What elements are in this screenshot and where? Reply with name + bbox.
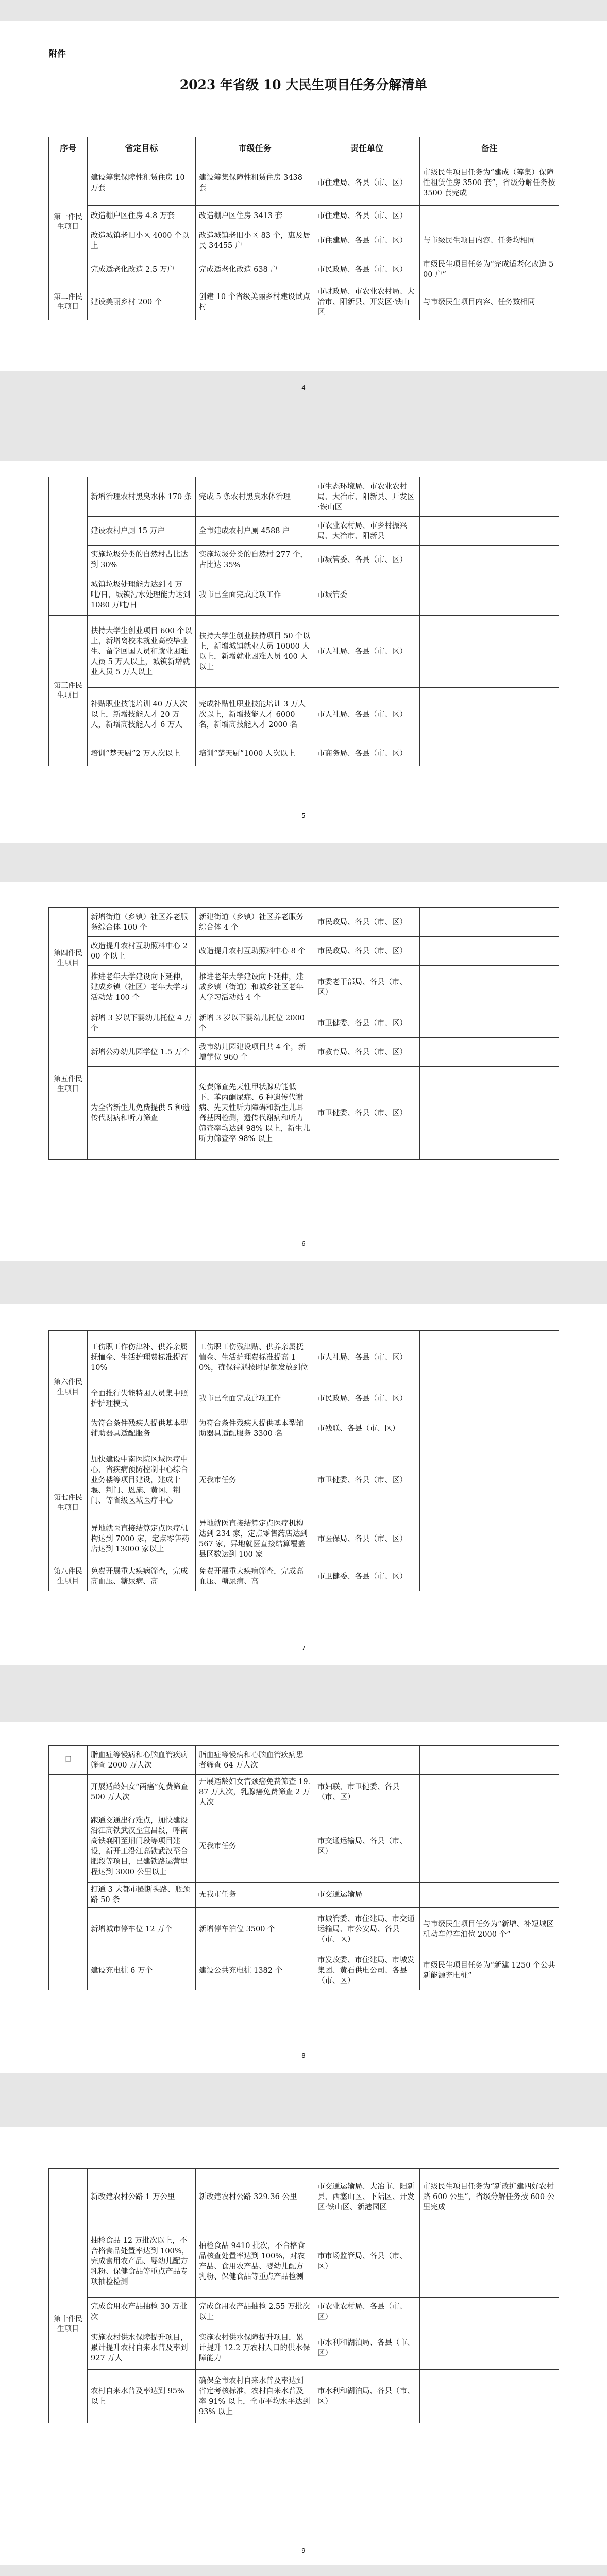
goal-cell: 为符合条件残疾人提供基本型辅助器具适配服务 — [88, 1413, 196, 1444]
note-cell — [420, 1331, 559, 1384]
unit-cell: 市城管委 — [314, 574, 420, 616]
table-row — [49, 546, 559, 574]
unit-cell: 市民政局、各县（市、区） — [314, 937, 420, 966]
unit-cell: 市市场监管局、各县（市、区） — [314, 2225, 420, 2298]
goal-cell: 新增城市停车位 12 万个 — [88, 1908, 196, 1951]
goal-cell: 城镇垃圾处理能力达到 4 万吨/日，城镇污水处理能力达到 1080 万吨/日 — [88, 574, 196, 616]
task-cell: 推进老年大学建设向下延伸，建成乡镇（街道）和城乡社区老年人学习活动站 4 个 — [196, 966, 314, 1009]
note-cell — [420, 937, 559, 966]
unit-cell: 市水利和湖泊局、各县（市、区） — [314, 2370, 420, 2423]
goal-cell: 建设农村户厕 15 万户 — [88, 517, 196, 546]
task-cell: 异地就医直接结算定点医疗机构达到 234 家，定点零售药店达到 567 家，异地就医直接结算覆盖县区数达到 100 家 — [196, 1516, 314, 1562]
unit-cell: 市农业农村局、各县（市、区） — [314, 2298, 420, 2326]
unit-cell: 市卫健委、各县（市、区） — [314, 1009, 420, 1038]
note-cell — [420, 574, 559, 616]
goal-cell: 新改建农村公路 1 万公里 — [88, 2169, 196, 2225]
unit-cell: 市卫健委、各县（市、区） — [314, 1444, 420, 1516]
note-cell — [420, 616, 559, 688]
unit-cell: 市妇联、市卫健委、各县（市、区） — [314, 1775, 420, 1810]
note-cell — [420, 1516, 559, 1562]
note-cell — [420, 1009, 559, 1038]
goal-cell: 建设筹集保障性租赁住房 10 万套 — [88, 160, 196, 206]
table-row — [49, 1775, 559, 1810]
table-row — [49, 477, 559, 517]
task-cell: 我市已全面完成此项工作 — [196, 1384, 314, 1413]
table-row — [49, 937, 559, 966]
category-cell: 目 — [49, 1746, 88, 1775]
task-cell: 免费开展重大疾病筛查，完成高血压、糖尿病、高 — [196, 1562, 314, 1591]
table-row — [49, 616, 559, 688]
goal-cell: 新增 3 岁以下婴幼儿托位 4 万个 — [88, 1009, 196, 1038]
note-cell — [420, 688, 559, 741]
task-cell: 我市已全面完成此项工作 — [196, 574, 314, 616]
note-cell: 与市级民生项目内容、任务均相同 — [420, 226, 559, 255]
task-cell: 实施农村供水保障提升项目，累计提升 12.2 万农村人口的供水保障能力 — [196, 2326, 314, 2370]
header-responsible-unit: 责任单位 — [314, 137, 420, 160]
goal-cell: 新增公办幼儿园学位 1.5 万个 — [88, 1038, 196, 1067]
task-cell: 实施垃圾分类的自然村 277 个，占比达 35% — [196, 546, 314, 574]
task-table-page-4 — [48, 1330, 559, 1591]
table-row — [49, 2370, 559, 2423]
unit-cell: 市民政局、各县（市、区） — [314, 1384, 420, 1413]
task-cell: 我市幼儿园建设项目共 4 个，新增学位 960 个 — [196, 1038, 314, 1067]
task-cell: 建设公共充电桩 1382 个 — [196, 1951, 314, 1990]
goal-cell: 开展适龄妇女“两癌”免费筛查 500 万人次 — [88, 1775, 196, 1810]
note-cell — [420, 2298, 559, 2326]
note-cell — [420, 1883, 559, 1908]
goal-cell: 培训“楚天厨”2 万人次以上 — [88, 741, 196, 766]
goal-cell: 农村自来水普及率达到 95% 以上 — [88, 2370, 196, 2423]
task-cell: 完成食用农产品抽检 2.55 万批次以上 — [196, 2298, 314, 2326]
table-row — [49, 1908, 559, 1951]
category-cell — [49, 2169, 88, 2225]
goal-cell: 免费开展重大疾病筛查，完成高血压、糖尿病、高 — [88, 1562, 196, 1591]
task-cell: 培训“楚天厨”1000 人次以上 — [196, 741, 314, 766]
goal-cell: 完成食用农产品抽检 30 万批次 — [88, 2298, 196, 2326]
table-row — [49, 1384, 559, 1413]
unit-cell: 市商务局、各县（市、区） — [314, 741, 420, 766]
category-cell: 第十件民生项目 — [49, 2225, 88, 2423]
page-number: 6 — [301, 1240, 306, 1247]
note-cell — [420, 1444, 559, 1516]
table-row — [49, 2225, 559, 2298]
task-cell: 扶持大学生创业扶持项目 50 个以上，新增城镇就业人员 10000 人以上，新增就业困难人员 400 人以上 — [196, 616, 314, 688]
goal-cell: 抽检食品 12 万批次以上，不合格食品处置率达到 100%，完成食用农产品、婴幼儿配方乳粉、保健食品等重点产品专项抽检检测 — [88, 2225, 196, 2298]
unit-cell: 市人社局、各县（市、区） — [314, 616, 420, 688]
goal-cell: 实施垃圾分类的自然村占比达到 30% — [88, 546, 196, 574]
goal-cell: 改造提升农村互助照料中心 200 个以上 — [88, 937, 196, 966]
task-cell: 抽检食品 9410 批次，不合格食品核查处置率达到 100%，对农产品、食用农产品、婴幼儿配方乳粉、保健食品等重点产品检测 — [196, 2225, 314, 2298]
header-index: 序号 — [49, 137, 88, 160]
task-cell: 完成补贴性职业技能培训 3 万人次以上，新增技能人才 6000 名，新增高技能人才 2000 名 — [196, 688, 314, 741]
task-table-page-6 — [48, 2168, 559, 2423]
task-cell: 无我市任务 — [196, 1883, 314, 1908]
task-cell: 创建 10 个省级美丽乡村建设试点村 — [196, 284, 314, 320]
unit-cell: 市委老干部局、各县（市、区） — [314, 966, 420, 1009]
task-cell: 完成适老化改造 638 户 — [196, 255, 314, 284]
note-cell: 与市级民生项目内容、任务数相同 — [420, 284, 559, 320]
header-provincial-goal: 省定目标 — [88, 137, 196, 160]
table-row — [49, 1516, 559, 1562]
note-cell — [420, 2225, 559, 2298]
note-cell — [420, 1413, 559, 1444]
goal-cell: 加快建设中南医院区域医疗中心、省疾病预防控制中心综合业务楼等项目建设，建成十堰、荆门、恩施、黄冈、荆门、等省级区域医疗中心 — [88, 1444, 196, 1516]
table-row — [49, 226, 559, 255]
table-row — [49, 688, 559, 741]
unit-cell: 市人社局、各县（市、区） — [314, 688, 420, 741]
unit-cell: 市交通运输局、各县（市、区） — [314, 1810, 420, 1883]
goal-cell: 异地就医直接结算定点医疗机构达到 7000 家，定点零售药店达到 13000 家以上 — [88, 1516, 196, 1562]
note-cell — [420, 1810, 559, 1883]
table-row — [49, 206, 559, 226]
table-row — [49, 1009, 559, 1038]
note-cell — [420, 1775, 559, 1810]
unit-cell: 市卫健委、各县（市、区） — [314, 1067, 420, 1160]
task-cell: 新增 3 岁以下婴幼儿托位 2000 个 — [196, 1009, 314, 1038]
unit-cell: 市住建局、各县（市、区） — [314, 226, 420, 255]
goal-cell: 脂血症等慢病和心脑血管疾病筛查 2000 万人次 — [88, 1746, 196, 1775]
task-cell: 免费筛查先天性甲状腺功能低下、苯丙酮尿症、6 种遗传代谢病、先天性听力障碍和新生儿耳聋基因检测，遗传代谢病和听力筛查率均达到 98% 以上，新生儿听力筛查率 98% 以上 — [196, 1067, 314, 1160]
unit-cell: 市城管委、各县（市、区） — [314, 546, 420, 574]
note-cell: 市级民生项目任务为“完成适老化改造 500 户” — [420, 255, 559, 284]
table-row — [49, 1951, 559, 1990]
table-row — [49, 1810, 559, 1883]
task-cell: 新建街道（乡镇）社区养老服务综合体 4 个 — [196, 908, 314, 937]
task-cell: 改造提升农村互助照料中心 8 个 — [196, 937, 314, 966]
task-table-page-2 — [48, 477, 559, 766]
category-cell — [49, 477, 88, 616]
table-row — [49, 741, 559, 766]
goal-cell: 推进老年大学建设向下延伸，建成乡镇（社区）老年大学习活动站 100 个 — [88, 966, 196, 1009]
table-row — [49, 1331, 559, 1384]
page-number: 4 — [301, 384, 306, 391]
page-number: 5 — [301, 812, 306, 819]
unit-cell: 市住建局、各县（市、区） — [314, 160, 420, 206]
goal-cell: 建设充电桩 6 万个 — [88, 1951, 196, 1990]
unit-cell: 市交通运输局 — [314, 1883, 420, 1908]
table-row — [49, 255, 559, 284]
page-number: 8 — [301, 2052, 306, 2059]
task-cell: 确保全市农村自来水普及率达到省定考核标准，农村自来水普及率 91% 以上，全市平均水平达到 93% 以上 — [196, 2370, 314, 2423]
table-row — [49, 1562, 559, 1591]
table-header-row — [49, 137, 559, 160]
page-number: 7 — [301, 1645, 306, 1652]
unit-cell: 市民政局、各县（市、区） — [314, 255, 420, 284]
category-cell: 第五件民生项目 — [49, 1009, 88, 1160]
category-cell: 第三件民生项目 — [49, 616, 88, 766]
note-cell — [420, 1746, 559, 1775]
task-cell: 无我市任务 — [196, 1810, 314, 1883]
task-cell: 完成 5 条农村黑臭水体治理 — [196, 477, 314, 517]
unit-cell — [314, 1746, 420, 1775]
category-cell: 第八件民生项目 — [49, 1562, 88, 1591]
unit-cell: 市住建局、各县（市、区） — [314, 206, 420, 226]
category-cell: 第六件民生项目 — [49, 1331, 88, 1444]
unit-cell: 市发改委、市住建局、市城发集团、黄石供电公司、各县（市、区） — [314, 1951, 420, 1990]
note-cell — [420, 517, 559, 546]
table-row — [49, 908, 559, 937]
goal-cell: 工伤职工作伤津补、供养亲属抚恤金、生活护理费标准提高 10% — [88, 1331, 196, 1384]
table-row — [49, 284, 559, 320]
page-number: 9 — [301, 2547, 306, 2554]
table-row — [49, 2326, 559, 2370]
unit-cell: 市民政局、各县（市、区） — [314, 908, 420, 937]
note-cell — [420, 2370, 559, 2423]
goal-cell: 新增治理农村黑臭水体 170 条 — [88, 477, 196, 517]
goal-cell: 完成适老化改造 2.5 万户 — [88, 255, 196, 284]
note-cell — [420, 546, 559, 574]
task-cell: 新改建农村公路 329.36 公里 — [196, 2169, 314, 2225]
unit-cell: 市交通运输局、大冶市、阳新县、西塞山区、下陆区、开发区·铁山区、新港园区 — [314, 2169, 420, 2225]
category-cell — [49, 1775, 88, 1990]
unit-cell: 市城管委、市住建局、市交通运输局、市公安局、各县（市、区） — [314, 1908, 420, 1951]
table-row — [49, 1038, 559, 1067]
task-cell: 工伤职工伤残津贴、供养亲属抚恤金、生活护理费标准提高 10%，确保待遇按时足额发放到位 — [196, 1331, 314, 1384]
goal-cell: 扶持大学生创业项目 600 个以上，新增离校未就业高校毕业生、留学回国人员和就业困难人员 5 万人以上，城镇新增就业人员 5 万人以上 — [88, 616, 196, 688]
unit-cell: 市生态环境局、市农业农村局、大冶市、阳新县、开发区·铁山区 — [314, 477, 420, 517]
note-cell: 市级民生项目任务为“新建 1250 个公共新能源充电桩” — [420, 1951, 559, 1990]
goal-cell: 跑通交通出行难点，加快建设沿江高铁武汉至宜昌段，呼南高铁襄阳至荆门段等项目建设，新开工沿江高铁武汉至合肥段等项目，已建铁路运营里程达到 3000 公里以上 — [88, 1810, 196, 1883]
task-cell: 开展适龄妇女宫颈癌免费筛查 19.87 万人次，乳腺癌免费筛查 2 万人次 — [196, 1775, 314, 1810]
unit-cell: 市教育局、各县（市、区） — [314, 1038, 420, 1067]
category-cell: 第四件民生项目 — [49, 908, 88, 1009]
task-table-page-5 — [48, 1745, 559, 1990]
goal-cell: 新增街道（乡镇）社区养老服务综合体 100 个 — [88, 908, 196, 937]
goal-cell: 全面推行失能特困人员集中照护护理模式 — [88, 1384, 196, 1413]
unit-cell: 市农业农村局、市乡村振兴局、大冶市、阳新县 — [314, 517, 420, 546]
category-cell: 第七件民生项目 — [49, 1444, 88, 1562]
task-cell: 无我市任务 — [196, 1444, 314, 1516]
unit-cell: 市水利和湖泊局、各县（市、区） — [314, 2326, 420, 2370]
note-cell: 市级民生项目任务为“建成（筹集）保障性租赁住房 3500 套”，省级分解任务按 3500 套完成 — [420, 160, 559, 206]
unit-cell: 市医保局、各县（市、区） — [314, 1516, 420, 1562]
task-cell: 新增停车泊位 3500 个 — [196, 1908, 314, 1951]
task-cell: 改造棚户区住房 3413 套 — [196, 206, 314, 226]
category-cell: 第一件民生项目 — [49, 160, 88, 284]
table-row — [49, 1883, 559, 1908]
table-row — [49, 2169, 559, 2225]
table-row — [49, 1067, 559, 1160]
goal-cell: 建设美丽乡村 200 个 — [88, 284, 196, 320]
note-cell — [420, 741, 559, 766]
header-city-task: 市级任务 — [196, 137, 314, 160]
task-table-page-3 — [48, 907, 559, 1160]
attachment-label: 附件 — [48, 49, 66, 59]
task-cell: 脂血症等慢病和心脑血管疾病患者筛查 64 万人次 — [196, 1746, 314, 1775]
goal-cell: 为全省新生儿免费提供 5 种遗传代谢病和听力筛查 — [88, 1067, 196, 1160]
note-cell — [420, 1562, 559, 1591]
goal-cell: 补贴职业技能培训 40 万人次以上，新增技能人才 20 万人，新增高技能人才 6 万人 — [88, 688, 196, 741]
unit-cell: 市残联、各县（市、区） — [314, 1413, 420, 1444]
note-cell — [420, 1067, 559, 1160]
goal-cell: 实施农村供水保障提升项目，累计提升农村自来水普及率到 927 万人 — [88, 2326, 196, 2370]
note-cell: 与市级民生项目任务为“新增、补短城区机动车停车泊位 2000 个” — [420, 1908, 559, 1951]
table-row — [49, 2298, 559, 2326]
note-cell — [420, 1038, 559, 1067]
note-cell — [420, 908, 559, 937]
note-cell — [420, 1384, 559, 1413]
task-cell: 建设筹集保障性租赁住房 3438 套 — [196, 160, 314, 206]
note-cell — [420, 477, 559, 517]
task-table-page-1 — [48, 137, 559, 320]
goal-cell: 改造棚户区住房 4.8 万套 — [88, 206, 196, 226]
document-title: 2023 年省级 10 大民生项目任务分解清单 — [179, 77, 428, 92]
task-cell: 全市建成农村户厕 4588 户 — [196, 517, 314, 546]
category-cell: 第二件民生项目 — [49, 284, 88, 320]
note-cell — [420, 2326, 559, 2370]
unit-cell: 市人社局、各县（市、区） — [314, 1331, 420, 1384]
table-row — [49, 1444, 559, 1516]
header-notes: 备注 — [420, 137, 559, 160]
unit-cell: 市财政局、市农业农村局、大冶市、阳新县、开发区·铁山区 — [314, 284, 420, 320]
table-row — [49, 1413, 559, 1444]
note-cell — [420, 206, 559, 226]
unit-cell: 市卫健委、各县（市、区） — [314, 1562, 420, 1591]
table-row — [49, 517, 559, 546]
task-cell: 为符合条件残疾人提供基本型辅助器具适配服务 3300 名 — [196, 1413, 314, 1444]
table-row — [49, 160, 559, 206]
table-row — [49, 574, 559, 616]
task-cell: 改造城镇老旧小区 83 个，惠及居民 34455 户 — [196, 226, 314, 255]
note-cell: 市级民生项目任务为“新改扩建四好农村路 600 公里”，省级分解任务按 600 公里完成 — [420, 2169, 559, 2225]
table-row — [49, 966, 559, 1009]
note-cell — [420, 966, 559, 1009]
goal-cell: 改造城镇老旧小区 4000 个以上 — [88, 226, 196, 255]
goal-cell: 打通 3 大都市圈断头路、瓶颈路 50 条 — [88, 1883, 196, 1908]
table-row — [49, 1746, 559, 1775]
